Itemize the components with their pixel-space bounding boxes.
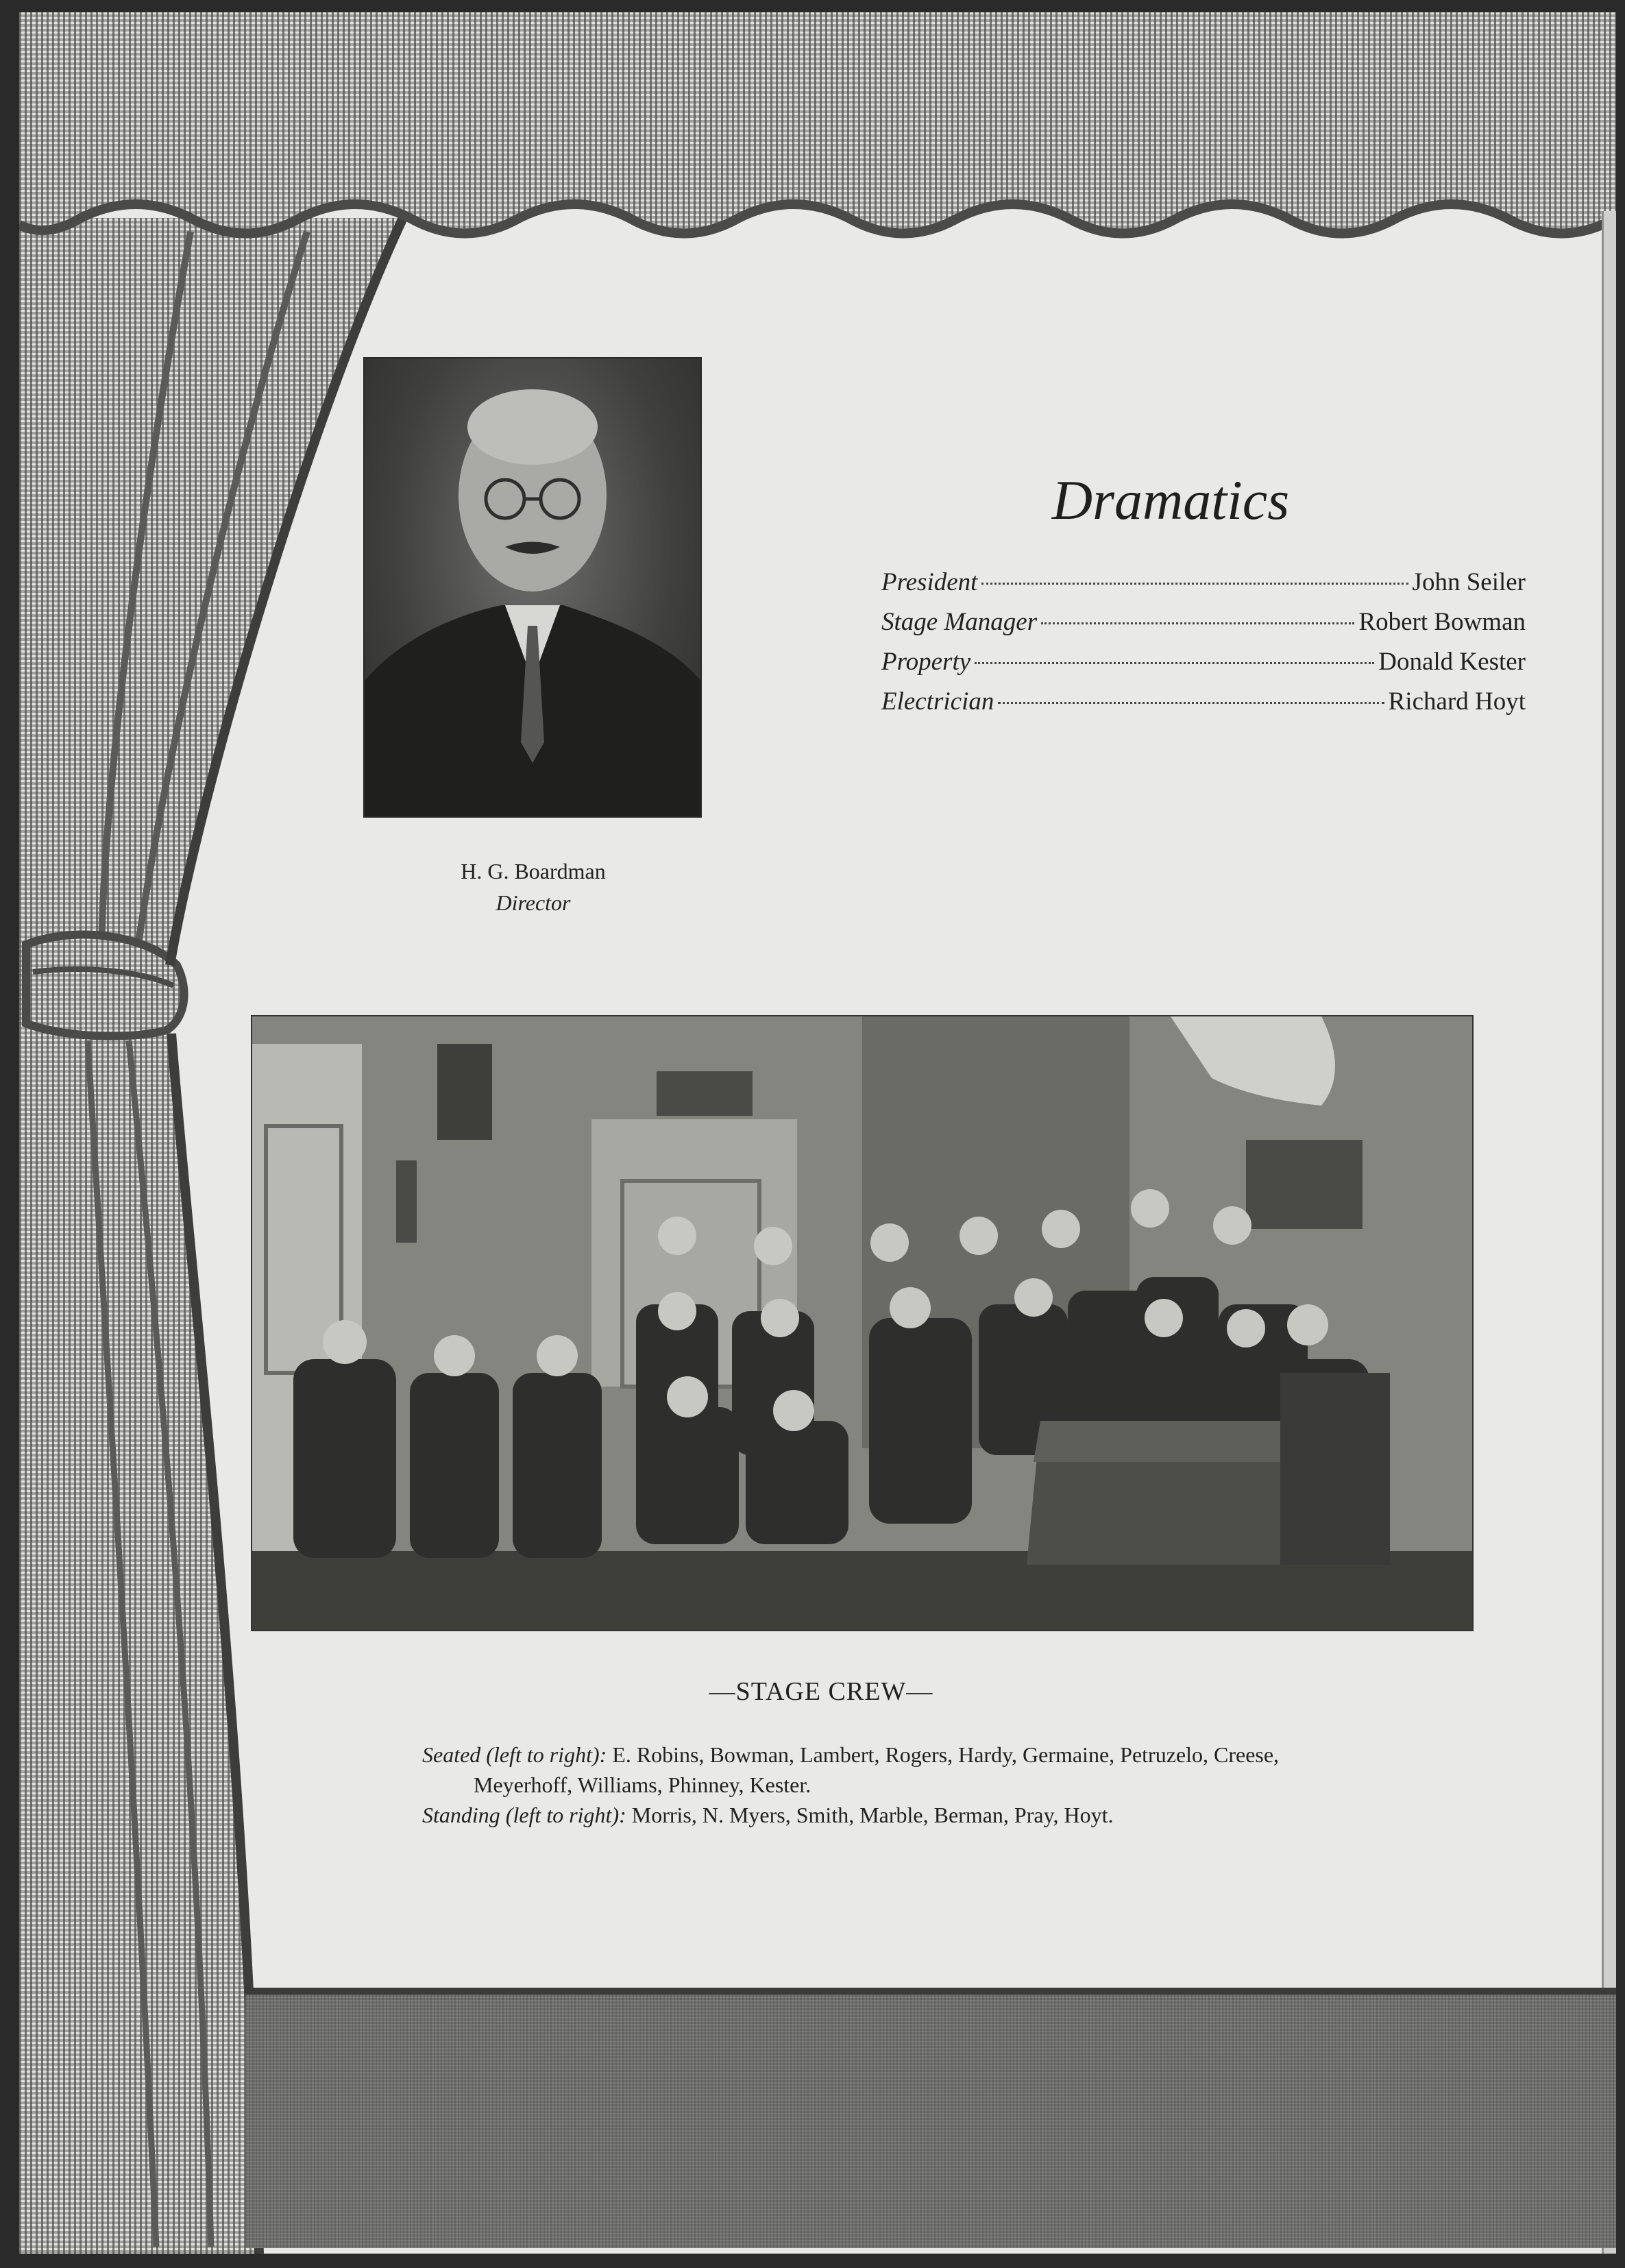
dot-leader	[981, 583, 1408, 585]
page-edge-shadow	[1602, 211, 1616, 2254]
stage-floor-band	[245, 1988, 1616, 2248]
dot-leader	[998, 702, 1384, 704]
officer-row-stage-manager	[881, 607, 1526, 647]
portrait-silhouette	[365, 358, 700, 816]
seated-line-2	[422, 1770, 1491, 1800]
director-name: H. G. Boardman	[461, 859, 606, 883]
group-photo-scene	[252, 1016, 1472, 1630]
stage-crew-group-photo	[252, 1016, 1472, 1630]
section-title: Dramatics	[1051, 469, 1290, 531]
yearbook-page	[19, 12, 1616, 2254]
crew-names	[422, 1740, 1491, 1830]
standing-label: Standing (left to right):	[422, 1803, 626, 1827]
seated-names-2: Meyerhoff, Williams, Phinney, Kester.	[474, 1772, 811, 1797]
dot-leader	[975, 662, 1374, 664]
officer-name: Donald Kester	[1378, 648, 1526, 676]
officer-title: Stage Manager	[881, 608, 1038, 636]
photo-caption: —STAGE CREW—	[709, 1677, 933, 1706]
officer-row-president	[881, 568, 1526, 607]
officer-row-property	[881, 647, 1526, 687]
standing-names: Morris, N. Myers, Smith, Marble, Berman, Pray, Hoyt.	[631, 1803, 1114, 1827]
director-caption	[389, 855, 677, 918]
officer-row-electrician	[881, 687, 1526, 727]
officers-list	[881, 568, 1526, 727]
standing-line	[422, 1800, 1491, 1830]
officer-title: President	[881, 568, 978, 596]
officer-title: Electrician	[881, 687, 994, 716]
seated-line	[422, 1740, 1491, 1770]
officer-name: Richard Hoyt	[1388, 687, 1526, 716]
officer-name: John Seiler	[1412, 568, 1526, 596]
seated-label: Seated (left to right):	[422, 1742, 607, 1767]
dot-leader	[1041, 622, 1354, 624]
officer-name: Robert Bowman	[1358, 608, 1526, 636]
valance-scalloped	[19, 12, 1616, 245]
seated-names-1: E. Robins, Bowman, Lambert, Rogers, Hardy, Germaine, Petruzelo, Creese,	[612, 1742, 1280, 1767]
director-role: Director	[496, 890, 571, 915]
director-portrait-photo	[365, 358, 700, 816]
officer-title: Property	[881, 648, 971, 676]
